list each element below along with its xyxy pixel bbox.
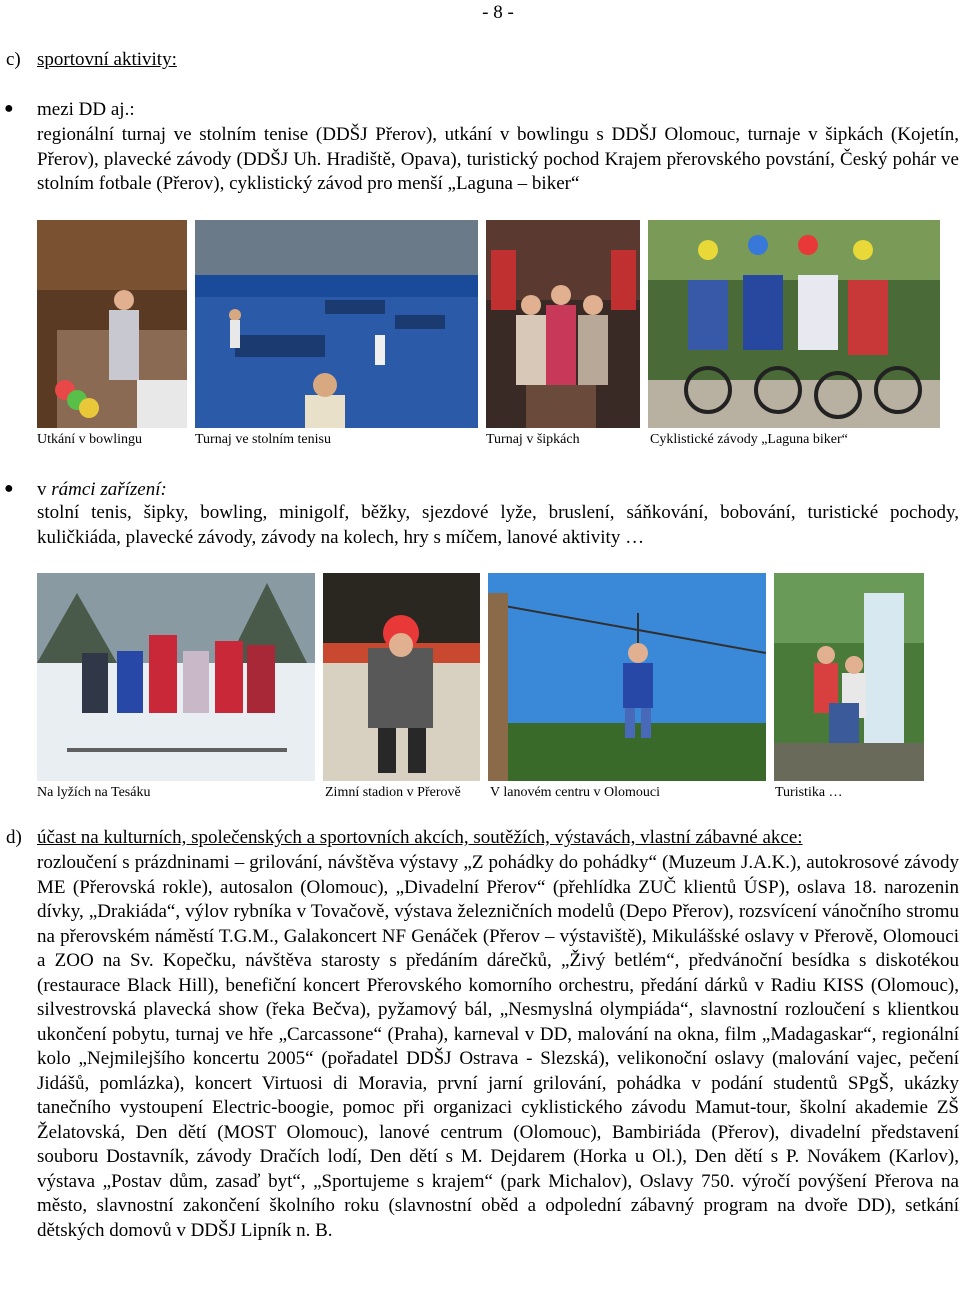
between-homes-lead: mezi DD aj.: (37, 99, 135, 120)
caption-darts: Turnaj v šipkách (486, 432, 580, 447)
between-homes-text: regionální turnaj ve stolním tenise (DDŠJ Přerov), utkání v bowlingu s DDŠJ Olomouc, turnaje v šipkách (Kojetín, Přerov), plavecké závody (DDŠJ Uh. Hradiště, Opava), turistický pochod Krajem přerovského povstání, Český pohár ve stolním fotbale (Přerov), cyklistický závod pro menší „Laguna – biker“ (37, 124, 959, 194)
within-facility-text: stolní tenis, šipky, bowling, minigolf, běžky, sjezdové lyže, bruslení, sáňkování, bobování, turistické pochody, kuličkiáda, plavecké závody, závody na kolech, hry s míčem, lanové aktivity … (37, 502, 959, 548)
caption-ice-stadium: Zimní stadion v Přerově (325, 785, 461, 800)
section-d-text: rozloučení s prázdninami – grilování, návštěva výstavy „Z pohádky do pohádky“ (Muzeum J.A.K.), autokrosové závody ME (Přerovská rokle), autosalon (Olomouc), „Divadelní Přerov“ (přehlídka ZUČ klientů ÚSP), oslava 18. narozenin dívky, „Drakiáda“, výlov rybníka v Tovačově, výstava železničních modelů (Depo Přerov), rozsvícení vánočního stromu na přerovském náměstí T.G.M., Galakoncert NF Genáček (Přerov – výstaviště), Mikulášské oslavy v Přerově, Olomouci a ZOO na Sv. Kopečku, návštěva starosty s předáním dárečků, „Živý betlém“, předvánoční besídka s diskotékou (restaurace Black Hill), benefiční koncert Přerovského komorního orchestru, předání dárků v Radiu KISS (Olomouc), silvestrovská plavecká show (řeka Bečva), pyžamový bál, „Nesmyslná olympiáda“, slavnostní rozloučení s klientkou ukončení pobytu, turnaj ve hře „Carcassone“ (Praha), karneval v DD, malování na okna, film „Madagaskar“, regionální kolo „Nejmilejšího koncertu 2005“ (pořadatel DDŠJ Ostrava - Slezská), velikonoční oslavy (malování vajec, pečení Jidášů, pomlázka), koncert Virtuosi di Moravia, první jarní grilování, pohádka v podání studentů SPgŠ, ukázky tanečního vystoupení Electric-boogie, pomoc při organizaci cyklistického závodu Mamut-tour, školní akademie ZŠ Želatovská, Den dětí (MOST Olomouc), lanové centrum (Olomouc), Bambiriáda (Přerov), divadelní představení souboru Dostavník, závody Dračích lodí, Den dětí s M. Dejdarem (Horka u Ol.), Den dětí s P. Novákem (Karlov), výstava „Postav dům, zasaď byt“, „Sportujeme s krajem“ (park Michalov), Oslavy 750. výročí povýšení Přerova na město, slavnostní zakončení školního roku (slavnostní oběd a odpolední zábavný program na dvoře DD), setkání dětských domovů v DDŠJ Lipník n. B. (37, 852, 959, 1241)
section-d-title: účast na kulturních, společenských a sportovních akcích, soutěžích, výstavách, vlastní zábavné akce: (37, 827, 803, 848)
photo-darts (486, 220, 640, 428)
within-facility-lead-prefix: v (37, 479, 52, 500)
caption-bowling: Utkání v bowlingu (37, 432, 142, 447)
photo-cycling (648, 220, 940, 428)
photo-rope-centre (488, 573, 766, 781)
page-number: - 8 - (482, 2, 514, 23)
photo-skiing (37, 573, 315, 781)
photo-bowling (37, 220, 187, 428)
caption-hiking: Turistika … (775, 785, 843, 800)
section-d-heading (6, 827, 803, 849)
caption-rope-centre: V lanovém centru v Olomouci (490, 785, 661, 800)
caption-cycling: Cyklistické závody „Laguna biker“ (650, 432, 848, 447)
bullet-dot-2: ● (4, 480, 14, 497)
section-c-heading (6, 49, 177, 71)
section-c-letter: c) (6, 49, 21, 70)
section-c-title: sportovní aktivity: (37, 49, 177, 70)
section-d-letter: d) (6, 827, 22, 848)
caption-skiing: Na lyžích na Tesáku (37, 785, 151, 800)
caption-table-tennis: Turnaj ve stolním tenisu (195, 432, 331, 447)
bullet-dot-1: ● (4, 100, 14, 117)
photo-ice-stadium (323, 573, 480, 781)
within-facility-lead-italic: rámci zařízení: (51, 479, 167, 500)
within-facility-lead (37, 479, 167, 501)
photo-table-tennis (195, 220, 478, 428)
photo-hiking (774, 573, 924, 781)
